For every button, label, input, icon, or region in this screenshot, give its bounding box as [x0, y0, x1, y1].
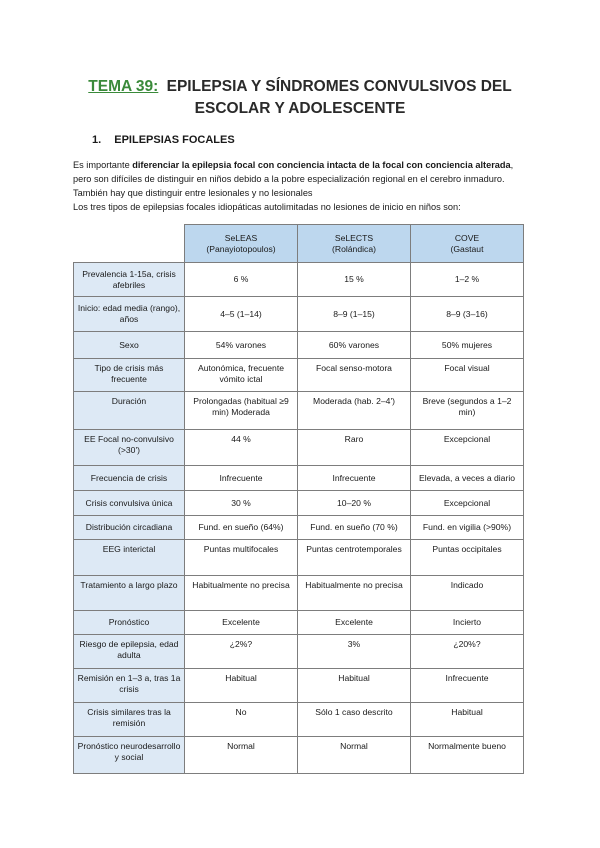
title-line-1: EPILEPSIA Y SÍNDROMES CONVULSIVOS DEL	[166, 78, 512, 95]
table-cell: Excepcional	[411, 491, 524, 516]
table-cell: Puntas occipitales	[411, 540, 524, 576]
table-cell: Normal	[298, 737, 411, 774]
column-name: SeLECTS	[334, 232, 374, 243]
table-row	[74, 430, 524, 466]
section-heading	[92, 134, 235, 146]
table-cell: Habitualmente no precisa	[298, 576, 411, 611]
table-cell: 50% mujeres	[411, 332, 524, 359]
intro-text-a: Es importante	[73, 160, 133, 170]
table-row	[74, 332, 524, 359]
row-header: EEG interictal	[74, 540, 185, 576]
table-cell: Fund. en sueño (64%)	[185, 516, 298, 540]
table-row	[74, 466, 524, 491]
row-header: Remisión en 1–3 a, tras 1a crisis	[74, 669, 185, 703]
table-cell: Excelente	[185, 611, 298, 635]
comparison-table	[73, 224, 524, 774]
table-cell: Fund. en sueño (70 %)	[298, 516, 411, 540]
row-header: Duración	[74, 392, 185, 430]
column-name: SeLEAS	[224, 232, 258, 243]
row-header: Pronóstico	[74, 611, 185, 635]
table-row	[74, 540, 524, 576]
table-cell: 44 %	[185, 430, 298, 466]
column-header	[411, 225, 524, 263]
table-row	[74, 576, 524, 611]
table-row	[74, 297, 524, 332]
table-row	[74, 516, 524, 540]
column-header	[298, 225, 411, 263]
table-cell: Sólo 1 caso descrito	[298, 703, 411, 737]
column-subtitle: (Panayiotopoulos)	[206, 243, 276, 254]
table-cell: Puntas centrotemporales	[298, 540, 411, 576]
table-cell: Prolongadas (habitual ≥9 min) Moderada	[185, 392, 298, 430]
section-number: 1.	[92, 134, 102, 146]
title-line-2: ESCOLAR Y ADOLESCENTE	[194, 100, 406, 117]
table-cell: 4–5 (1–14)	[185, 297, 298, 332]
table-corner-cell	[74, 225, 185, 263]
table-cell: Habitual	[298, 669, 411, 703]
table-cell: 8–9 (3–16)	[411, 297, 524, 332]
table-cell: Excepcional	[411, 430, 524, 466]
table-cell: Moderada (hab. 2–4')	[298, 392, 411, 430]
table-cell: Excelente	[298, 611, 411, 635]
table-cell: ¿20%?	[411, 635, 524, 669]
table-cell: Normal	[185, 737, 298, 774]
row-header: Inicio: edad media (rango), años	[74, 297, 185, 332]
intro-paragraph-1	[73, 158, 533, 200]
row-header: Sexo	[74, 332, 185, 359]
table-cell: 3%	[298, 635, 411, 669]
table-header-row	[74, 225, 524, 263]
table-cell: Habitual	[185, 669, 298, 703]
table-cell: 15 %	[298, 263, 411, 297]
column-subtitle: (Gastaut	[450, 243, 484, 254]
table-cell: 8–9 (1–15)	[298, 297, 411, 332]
topic-label: TEMA 39:	[88, 78, 159, 95]
table-row	[74, 359, 524, 392]
table-cell: 6 %	[185, 263, 298, 297]
row-header: Tipo de crisis más frecuente	[74, 359, 185, 392]
intro-text	[73, 158, 533, 214]
table-row	[74, 703, 524, 737]
row-header: Frecuencia de crisis	[74, 466, 185, 491]
table-cell: 54% varones	[185, 332, 298, 359]
section-title: EPILEPSIAS FOCALES	[114, 134, 235, 146]
row-header: Distribución circadiana	[74, 516, 185, 540]
table-row	[74, 669, 524, 703]
row-header: Crisis similares tras la remisión	[74, 703, 185, 737]
row-header: Prevalencia 1-15a, crisis afebriles	[74, 263, 185, 297]
table-row	[74, 263, 524, 297]
table-cell: Normalmente bueno	[411, 737, 524, 774]
row-header: EE Focal no-convulsivo (>30')	[74, 430, 185, 466]
table-cell: 30 %	[185, 491, 298, 516]
row-header: Riesgo de epilepsia, edad adulta	[74, 635, 185, 669]
table-cell: Puntas multifocales	[185, 540, 298, 576]
table-cell: 60% varones	[298, 332, 411, 359]
table-cell: Autonómica, frecuente vómito ictal	[185, 359, 298, 392]
table-cell: Habitual	[411, 703, 524, 737]
intro-text-bold: diferenciar la epilepsia focal con conciencia intacta de la focal con conciencia alterada	[132, 160, 511, 170]
table-cell: Breve (segundos a 1–2 min)	[411, 392, 524, 430]
table-cell: Infrecuente	[298, 466, 411, 491]
table-row	[74, 737, 524, 774]
table-row	[74, 392, 524, 430]
table-cell: ¿2%?	[185, 635, 298, 669]
table-cell: 1–2 %	[411, 263, 524, 297]
table-cell: Indicado	[411, 576, 524, 611]
column-subtitle: (Rolándica)	[332, 243, 376, 254]
table-cell: Fund. en vigilia (>90%)	[411, 516, 524, 540]
table-row	[74, 611, 524, 635]
table-cell: Habitualmente no precisa	[185, 576, 298, 611]
table-cell: Focal senso-motora	[298, 359, 411, 392]
table-cell: Raro	[298, 430, 411, 466]
table-row	[74, 491, 524, 516]
table-cell: Incierto	[411, 611, 524, 635]
table-cell: Elevada, a veces a diario	[411, 466, 524, 491]
row-header: Pronóstico neurodesarrollo y social	[74, 737, 185, 774]
intro-text-c: , pero son difíciles de distinguir en niños debido a la pobre especialización regional en el cerebro inmaduro. También hay que distinguir entre lesionales y no lesionales	[73, 160, 514, 198]
table-cell: Infrecuente	[411, 669, 524, 703]
row-header: Tratamiento a largo plazo	[74, 576, 185, 611]
row-header: Crisis convulsiva única	[74, 491, 185, 516]
table-cell: Focal visual	[411, 359, 524, 392]
table-row	[74, 635, 524, 669]
column-name: COVE	[454, 232, 480, 243]
table-cell: 10–20 %	[298, 491, 411, 516]
table-cell: No	[185, 703, 298, 737]
column-header	[185, 225, 298, 263]
table-cell: Infrecuente	[185, 466, 298, 491]
intro-paragraph-2: Los tres tipos de epilepsias focales idiopáticas autolimitadas no lesiones de inicio en niños son:	[73, 202, 461, 212]
page-title	[40, 76, 560, 120]
